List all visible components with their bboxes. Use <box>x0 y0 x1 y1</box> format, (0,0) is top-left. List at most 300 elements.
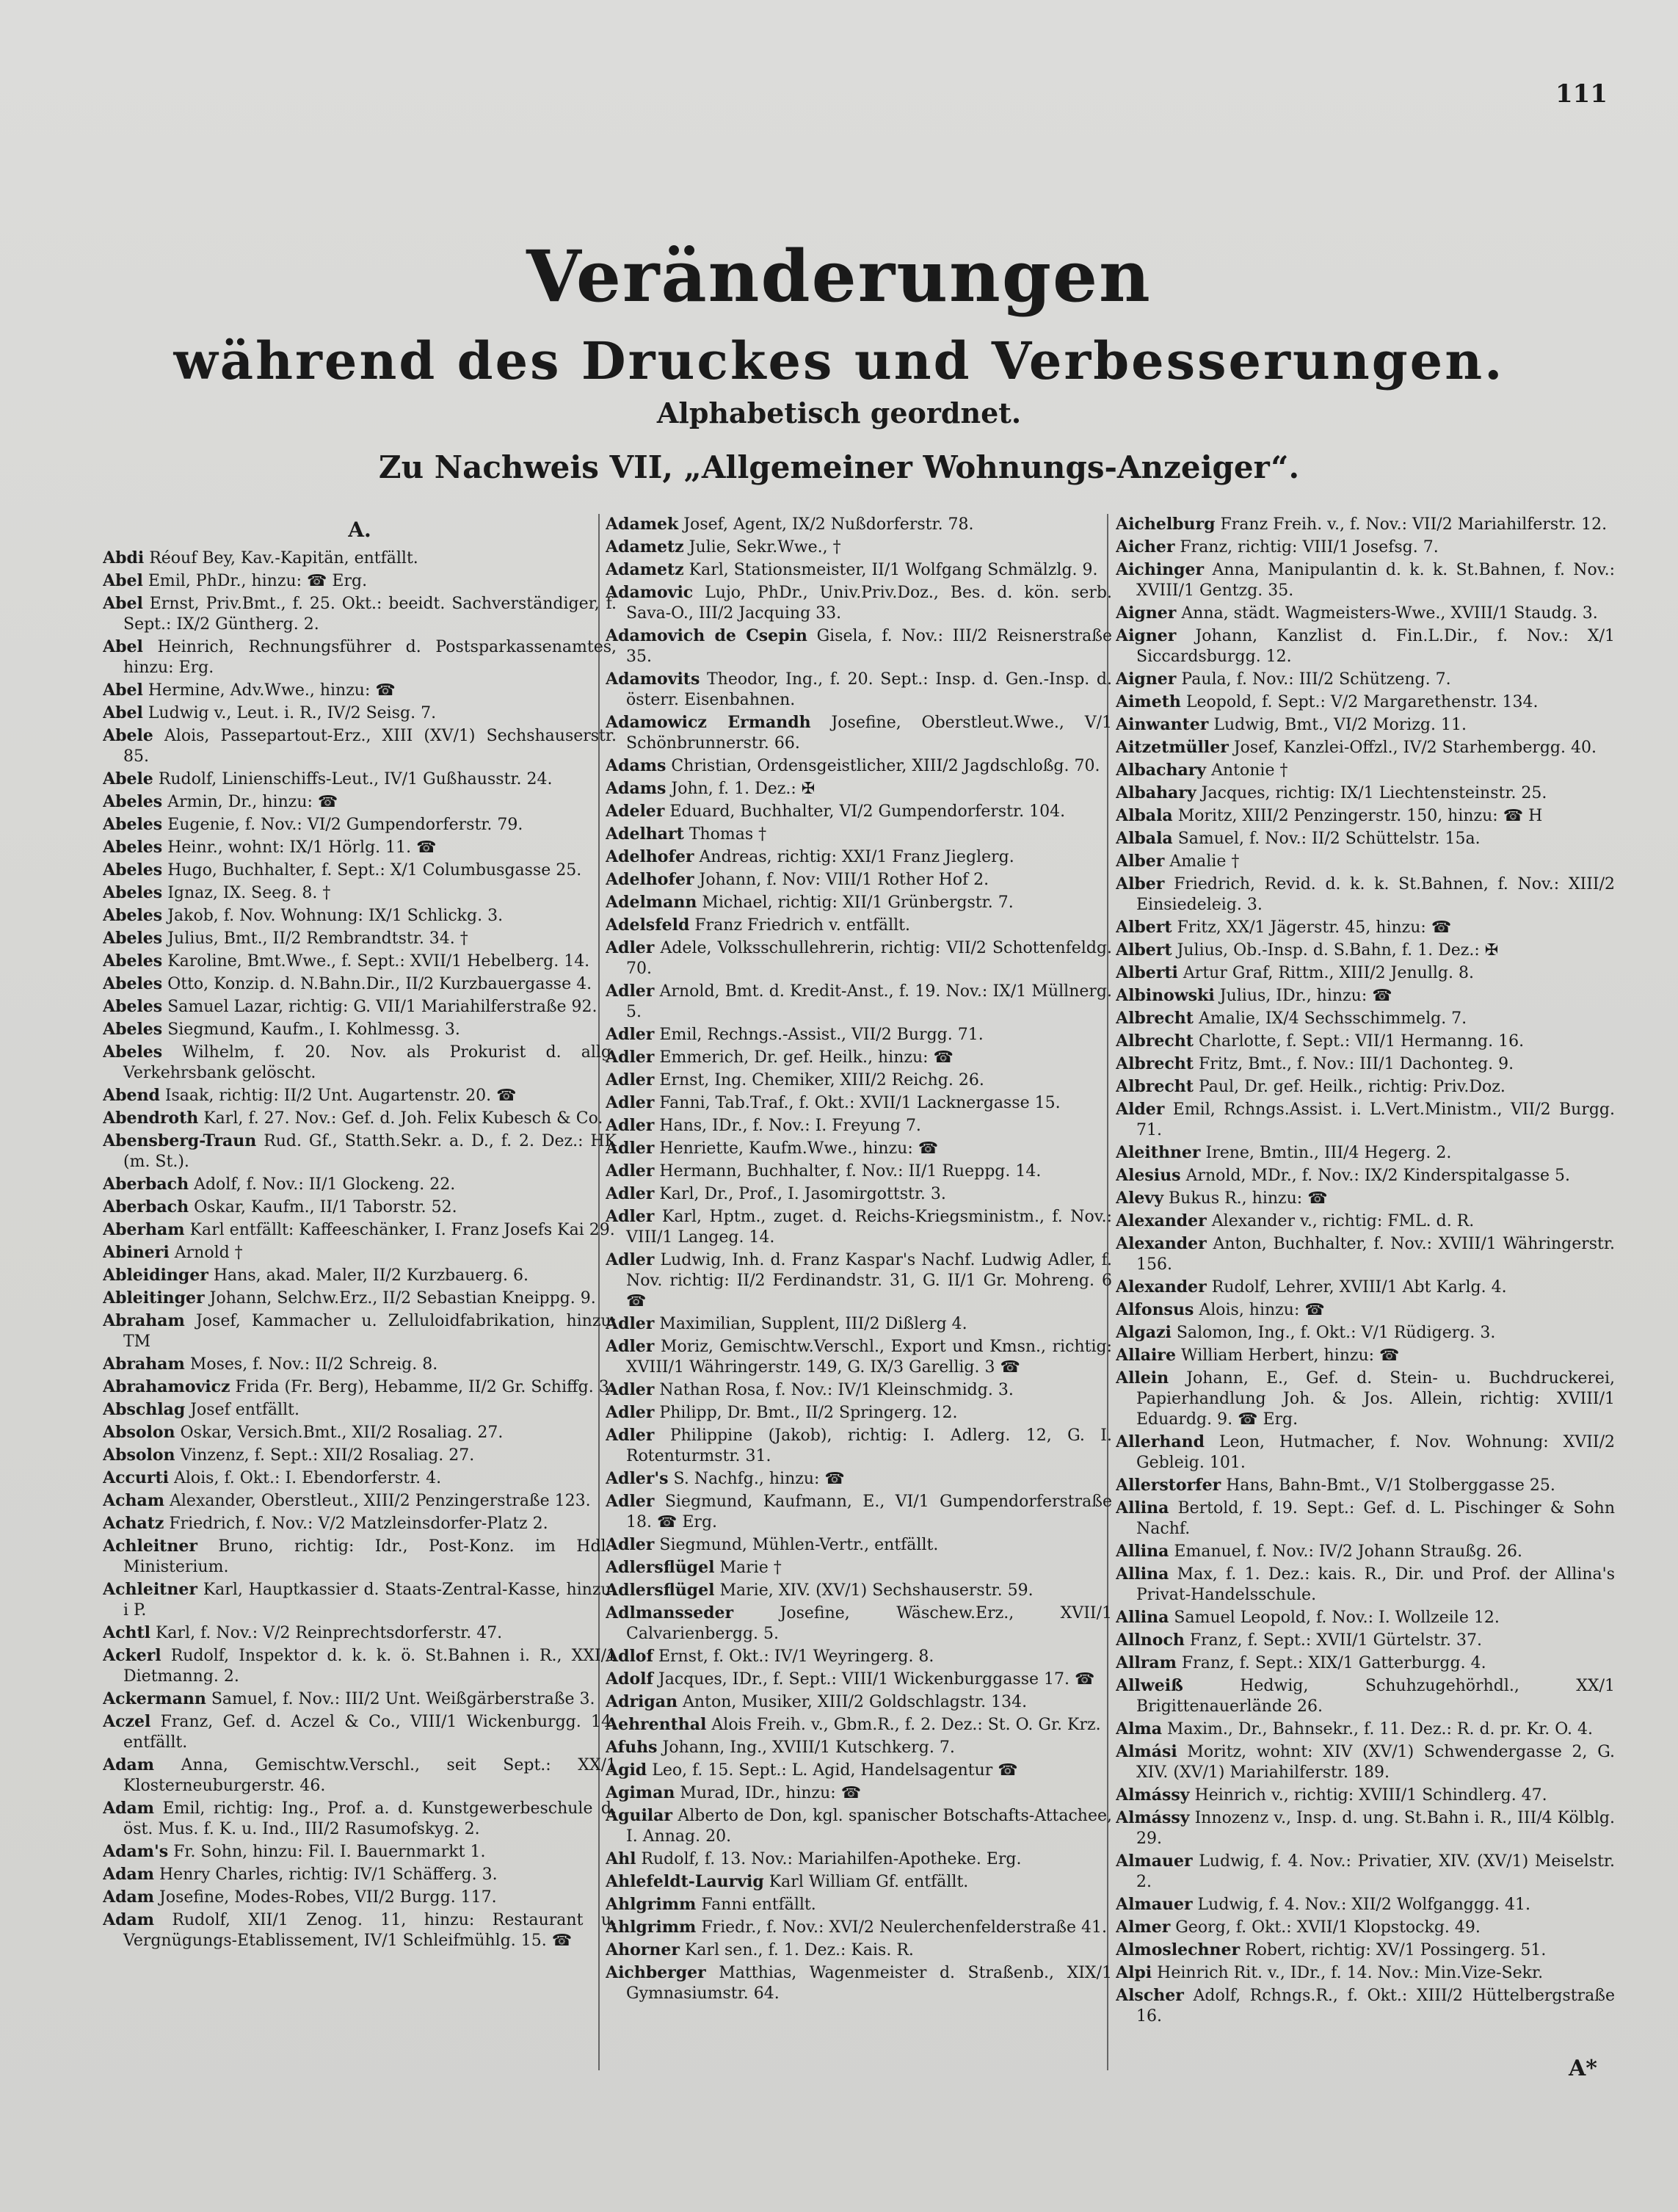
entry-surname: Alexander <box>1116 1277 1207 1297</box>
entry-details: Rud. Gf., Statth.Sekr. a. D., f. 2. Dez.: HK (m. St.). <box>123 1132 617 1171</box>
directory-entry <box>1116 962 1615 984</box>
entry-surname: Adelmann <box>606 893 697 912</box>
entry-details: Johann, E., Gef. d. Stein- u. Buchdruckerei, Papierhandlung Joh. & Jos. Allein, richtig: XVIII/1 Eduardg. 9. ☎ Erg. <box>1136 1369 1615 1429</box>
entry-surname: Almoslechner <box>1116 1940 1241 1959</box>
entry-surname: Alder <box>1116 1100 1165 1119</box>
entry-surname: Aleithner <box>1116 1143 1201 1162</box>
directory-entry <box>103 593 617 635</box>
directory-entry <box>606 1070 1112 1091</box>
directory-entry <box>1116 1475 1615 1496</box>
directory-entry <box>606 892 1112 913</box>
directory-entry <box>1116 940 1615 961</box>
entry-details: Alois Freih. v., Gbm.R., f. 2. Dez.: St. O. Gr. Krz. <box>711 1716 1101 1734</box>
entry-surname: Adam <box>103 1799 154 1818</box>
directory-entry <box>606 778 1112 799</box>
directory-entry <box>606 514 1112 535</box>
entry-details: Amalie, IX/4 Sechsschimmelg. 7. <box>1198 1009 1467 1028</box>
entry-surname: Albrecht <box>1116 1009 1194 1028</box>
entry-surname: Afuhs <box>606 1738 658 1757</box>
entry-details: Josef, Kammacher u. Zelluloidfabrikation, hinzu: TM <box>123 1312 617 1351</box>
entry-details: Anna, Gemischtw.Verschl., seit Sept.: XX/1 Klosterneuburgerstr. 46. <box>123 1756 617 1795</box>
entry-surname: Allaire <box>1116 1346 1176 1365</box>
entry-details: Murad, IDr., hinzu: ☎ <box>680 1784 862 1802</box>
entry-details: Julius, IDr., hinzu: ☎ <box>1219 987 1392 1005</box>
directory-entry <box>606 582 1112 624</box>
directory-entry <box>606 1491 1112 1533</box>
directory-entry <box>1116 1031 1615 1052</box>
entry-surname: Ahorner <box>606 1940 680 1959</box>
entry-surname: Aicher <box>1116 537 1175 556</box>
entries-column-2 <box>606 514 1112 2114</box>
entry-surname: Ableitinger <box>103 1288 205 1308</box>
directory-entry <box>606 1138 1112 1159</box>
entry-details: Anton, Musiker, XIII/2 Goldschlagstr. 134. <box>683 1693 1028 1711</box>
entry-surname: Absolon <box>103 1446 175 1465</box>
entry-surname: Adam <box>103 1865 154 1884</box>
directory-entry <box>103 1399 617 1421</box>
directory-entry <box>606 869 1112 891</box>
directory-entry <box>606 1161 1112 1182</box>
entry-surname: Albert <box>1116 918 1172 937</box>
entry-surname: Allweiß <box>1116 1676 1183 1695</box>
entry-surname: Albert <box>1116 940 1172 960</box>
directory-entry <box>1116 1368 1615 1430</box>
directory-entry <box>103 1910 617 1951</box>
entry-surname: Allina <box>1116 1564 1169 1584</box>
entry-details: Alberto de Don, kgl. spanischer Botschafts-Attachee, I. Annag. 20. <box>626 1807 1112 1846</box>
entry-details: Robert, richtig: XV/1 Possingerg. 51. <box>1245 1941 1547 1959</box>
directory-entry <box>1116 669 1615 690</box>
entry-surname: Adler <box>606 1250 655 1269</box>
directory-entry <box>606 1871 1112 1893</box>
entry-details: Irene, Bmtin., III/4 Hegerg. 2. <box>1205 1144 1452 1162</box>
entry-details: Theodor, Ing., f. 20. Sept.: Insp. d. Gen.-Insp. d. österr. Eisenbahnen. <box>626 670 1112 709</box>
entry-details: Rudolf, Inspektor d. k. k. ö. St.Bahnen i. R., XXI/1 Dietmanng. 2. <box>123 1647 617 1686</box>
entry-surname: Adametz <box>606 537 684 556</box>
directory-entry <box>606 824 1112 845</box>
directory-entry <box>1116 737 1615 758</box>
entry-details: Hans, Bahn-Bmt., V/1 Stolberggasse 25. <box>1226 1476 1555 1495</box>
entry-surname: Albrecht <box>1116 1054 1194 1073</box>
entry-details: Hermine, Adv.Wwe., hinzu: ☎ <box>148 681 396 700</box>
entry-details: Matthias, Wagenmeister d. Straßenb., XIX/1 Gymnasiumstr. 64. <box>626 1964 1112 2003</box>
entry-details: Friedrich, Revid. d. k. k. St.Bahnen, f. Nov.: XIII/2 Einsiedeleig. 3. <box>1136 875 1615 914</box>
directory-entry <box>103 548 617 569</box>
directory-entry <box>606 712 1112 754</box>
entry-surname: Agiman <box>606 1783 675 1802</box>
entry-surname: Almási <box>1116 1742 1177 1761</box>
entry-surname: Almer <box>1116 1918 1171 1937</box>
entry-surname: Allerstorfer <box>1116 1476 1221 1495</box>
directory-entry <box>606 1962 1112 2004</box>
entry-details: Oskar, Versich.Bmt., XII/2 Rosaliag. 27. <box>180 1424 504 1442</box>
directory-entry <box>1116 537 1615 558</box>
directory-entry <box>606 755 1112 777</box>
entry-details: Charlotte, f. Sept.: VII/1 Hermanng. 16. <box>1198 1032 1525 1051</box>
entry-surname: Abel <box>103 637 143 656</box>
entry-surname: Adler <box>606 1403 655 1422</box>
entry-details: Gisela, f. Nov.: III/2 Reisnerstraße 35. <box>626 627 1112 666</box>
entry-details: Wilhelm, f. 20. Nov. als Prokurist d. allg. Verkehrsbank gelöscht. <box>123 1043 617 1082</box>
entry-surname: Aitzetmüller <box>1116 738 1229 757</box>
entry-surname: Albala <box>1116 806 1173 825</box>
directory-entry <box>606 1534 1112 1556</box>
entries-column-3 <box>1116 514 1615 2114</box>
entry-details: Josefine, Oberstleut.Wwe., V/1 Schönbrunnerstr. 66. <box>626 714 1112 753</box>
directory-entry <box>103 725 617 767</box>
directory-entry <box>1116 1962 1615 1984</box>
directory-entry <box>1116 874 1615 915</box>
entry-details: Hermann, Buchhalter, f. Nov.: II/1 Rueppg. 14. <box>659 1162 1042 1181</box>
directory-entry <box>1116 1741 1615 1783</box>
directory-entry <box>1116 1076 1615 1098</box>
directory-entry <box>606 1092 1112 1114</box>
directory-entry <box>1116 1277 1615 1298</box>
directory-entry <box>606 625 1112 667</box>
entry-details: Franz, f. Sept.: XVII/1 Gürtelstr. 37. <box>1189 1631 1482 1650</box>
entry-details: Josef entfällt. <box>190 1401 299 1419</box>
entry-surname: Adler <box>606 1380 655 1399</box>
entry-details: Leopold, f. Sept.: V/2 Margarethenstr. 134. <box>1185 693 1539 711</box>
entry-surname: Aichberger <box>606 1963 706 1982</box>
entry-surname: Alfonsus <box>1116 1300 1194 1319</box>
directory-entry <box>103 814 617 835</box>
directory-entry <box>103 951 617 972</box>
entry-details: Henry Charles, richtig: IV/1 Schäfferg. 3. <box>159 1865 498 1884</box>
entry-details: Moritz, XIII/2 Penzingerstr. 150, hinzu: ☎ H <box>1177 807 1543 825</box>
entry-surname: Adler <box>606 1207 655 1226</box>
directory-entry <box>1116 1211 1615 1232</box>
entry-surname: Alevy <box>1116 1189 1163 1208</box>
directory-entry <box>1116 828 1615 849</box>
directory-entry <box>103 1242 617 1263</box>
entry-details: Josef, Agent, IX/2 Nußdorferstr. 78. <box>683 515 974 534</box>
entry-surname: Aehrenthal <box>606 1715 707 1734</box>
entry-details: Philippine (Jakob), richtig: I. Adlerg. 12, G. I. Rotenturmstr. 31. <box>626 1426 1112 1465</box>
entry-surname: Abensberg-Traun <box>103 1131 257 1150</box>
entry-details: Siegmund, Mühlen-Vertr., entfällt. <box>659 1536 939 1554</box>
entry-details: Samuel Leopold, f. Nov.: I. Wollzeile 12. <box>1174 1609 1500 1627</box>
entry-surname: Allina <box>1116 1608 1169 1627</box>
entry-surname: Adler <box>606 1025 655 1044</box>
directory-entry <box>103 680 617 701</box>
entry-surname: Adamovic <box>606 583 694 602</box>
entry-details: Samuel Lazar, richtig: G. VII/1 Mariahilferstraße 92. <box>167 998 598 1016</box>
directory-entry <box>103 570 617 592</box>
directory-entry <box>103 1219 617 1241</box>
entry-details: Ludwig, f. 4. Nov.: XII/2 Wolfganggg. 41. <box>1197 1896 1530 1914</box>
entry-details: Max, f. 1. Dez.: kais. R., Dir. und Prof. der Allina's Privat-Handelsschule. <box>1136 1565 1615 1604</box>
entry-surname: Albala <box>1116 829 1173 848</box>
entry-details: Ernst, Ing. Chemiker, XIII/2 Reichg. 26. <box>659 1071 984 1089</box>
entry-details: Emil, richtig: Ing., Prof. a. d. Kunstgewerbeschule d. öst. Mus. f. K. u. Ind., III/2 Rasumofskyg. 2. <box>123 1799 617 1838</box>
directory-entry <box>1116 714 1615 736</box>
directory-entry <box>103 1513 617 1534</box>
entry-surname: Abel <box>103 703 143 722</box>
entry-details: Bukus R., hinzu: ☎ <box>1169 1189 1328 1208</box>
entry-details: Franz, f. Sept.: XIX/1 Gatterburgg. 4. <box>1181 1654 1486 1672</box>
entry-surname: Adams <box>606 779 667 798</box>
entry-surname: Adrigan <box>606 1692 678 1711</box>
directory-entry <box>606 1805 1112 1847</box>
directory-entry <box>103 1197 617 1218</box>
directory-entry <box>1116 1233 1615 1275</box>
entry-details: Otto, Konzip. d. N.Bahn.Dir., II/2 Kurzbauergasse 4. <box>167 975 592 993</box>
directory-entry <box>103 1042 617 1084</box>
entry-surname: Adamovits <box>606 670 700 689</box>
entry-surname: Abraham <box>103 1311 185 1330</box>
entry-details: Jacques, IDr., f. Sept.: VIII/1 Wickenburggasse 17. ☎ <box>658 1670 1095 1689</box>
entry-surname: Almauer <box>1116 1852 1193 1871</box>
directory-entry <box>103 637 617 678</box>
entry-details: Hans, IDr., f. Nov.: I. Freyung 7. <box>659 1117 921 1135</box>
directory-entry <box>103 996 617 1018</box>
entry-surname: Abeles <box>103 951 163 971</box>
directory-entry <box>1116 917 1615 938</box>
entry-details: Karl entfällt: Kaffeeschänker, I. Franz Josefs Kai 29. <box>189 1221 615 1239</box>
directory-entry <box>103 973 617 995</box>
entry-surname: Ableidinger <box>103 1266 208 1285</box>
section-heading: Zu Nachweis VII, „Allgemeiner Wohnungs-Anzeiger“. <box>378 449 1300 485</box>
entry-surname: Abeles <box>103 1020 163 1039</box>
directory-entry <box>103 1864 617 1885</box>
directory-entry <box>1116 1099 1615 1141</box>
directory-entry <box>1116 1985 1615 2027</box>
directory-entry <box>103 791 617 813</box>
page-title: Veränderungen <box>526 235 1152 318</box>
entry-details: Leon, Hutmacher, f. Nov. Wohnung: XVII/2 Gebleig. 101. <box>1136 1433 1615 1472</box>
entry-details: Anna, Manipulantin d. k. k. St.Bahnen, f. Nov.: XVIII/1 Gentzg. 35. <box>1136 561 1615 600</box>
entry-details: Karl, Hptm., zuget. d. Reichs-Kriegsministm., f. Nov.: VIII/1 Langeg. 14. <box>626 1208 1112 1247</box>
directory-entry <box>606 1183 1112 1205</box>
entry-surname: Adam <box>103 1755 154 1774</box>
entry-details: Siegmund, Kaufmann, E., VI/1 Gumpendorferstraße 18. ☎ Erg. <box>626 1493 1112 1531</box>
entry-surname: Abel <box>103 681 143 700</box>
directory-entry <box>606 1468 1112 1490</box>
entry-surname: Adelsfeld <box>606 915 690 935</box>
entry-details: Maxim., Dr., Bahnsekr., f. 11. Dez.: R. d. pr. Kr. O. 4. <box>1166 1720 1593 1738</box>
entry-details: Hugo, Buchhalter, f. Sept.: X/1 Columbusgasse 25. <box>167 861 582 880</box>
ordering-note: Alphabetisch geordnet. <box>656 396 1022 429</box>
entry-details: Georg, f. Okt.: XVII/1 Klopstockg. 49. <box>1175 1918 1481 1937</box>
entry-details: Samuel, f. Nov.: III/2 Unt. Weißgärberstraße 3. <box>211 1690 595 1708</box>
entry-surname: Adelhofer <box>606 870 694 889</box>
entry-details: Lujo, PhDr., Univ.Priv.Doz., Bes. d. kön. serb. Sava-O., III/2 Jacquing 33. <box>626 584 1112 623</box>
entry-surname: Aigner <box>1116 603 1177 623</box>
entry-surname: Aberbach <box>103 1175 189 1194</box>
entry-details: Thomas † <box>689 825 767 844</box>
entry-details: Paula, f. Nov.: III/2 Schützeng. 7. <box>1181 670 1451 689</box>
entry-surname: Ackerl <box>103 1646 161 1665</box>
directory-entry <box>103 1841 617 1863</box>
directory-entry <box>103 1755 617 1796</box>
entry-surname: Abendroth <box>103 1109 199 1128</box>
entry-details: Hedwig, Schuhzugehörhdl., XX/1 Brigittenauerlände 26. <box>1136 1677 1615 1716</box>
directory-entry <box>103 1798 617 1840</box>
entry-surname: Adamowicz Ermandh <box>606 713 811 732</box>
entry-details: Johann, Ing., XVIII/1 Kutschkerg. 7. <box>662 1738 955 1757</box>
entry-surname: Ahlgrimm <box>606 1895 697 1914</box>
directory-entry <box>103 837 617 858</box>
entry-surname: Allein <box>1116 1368 1169 1388</box>
directory-entry <box>606 1402 1112 1424</box>
entry-details: Karoline, Bmt.Wwe., f. Sept.: XVII/1 Hebelberg. 14. <box>167 952 590 971</box>
entry-surname: Allram <box>1116 1653 1177 1672</box>
entry-surname: Abele <box>103 769 153 788</box>
entry-surname: Algazi <box>1116 1323 1172 1342</box>
directory-entry <box>103 1377 617 1398</box>
entry-surname: Ackermann <box>103 1689 206 1708</box>
entry-surname: Adlmansseder <box>606 1603 734 1622</box>
entry-surname: Adametz <box>606 560 684 579</box>
entry-details: Rudolf, XII/1 Zenog. 11, hinzu: Restaurant u. Vergnügungs-Etablissement, IV/1 Schleifmühlg. 15. ☎ <box>123 1911 617 1950</box>
directory-entry <box>1116 783 1615 804</box>
entry-details: Fanni, Tab.Traf., f. Okt.: XVII/1 Lacknergasse 15. <box>659 1094 1061 1112</box>
entry-surname: Adler <box>606 1535 655 1554</box>
directory-entry <box>1116 1564 1615 1606</box>
entry-surname: Almássy <box>1116 1785 1190 1805</box>
directory-entry <box>103 928 617 949</box>
entry-surname: Alberti <box>1116 963 1178 982</box>
entry-details: John, f. 1. Dez.: ✠ <box>671 780 816 798</box>
directory-entry <box>606 537 1112 558</box>
directory-entry <box>1116 1851 1615 1893</box>
entry-surname: Aimeth <box>1116 692 1181 711</box>
entry-details: Karl, f. Nov.: V/2 Reinprechtsdorferstr. 47. <box>155 1624 503 1642</box>
entry-details: Arnold † <box>174 1244 243 1262</box>
entry-details: Michael, richtig: XII/1 Grünbergstr. 7. <box>702 893 1014 912</box>
entry-details: Salomon, Ing., f. Okt.: V/1 Rüdigerg. 3. <box>1176 1324 1496 1342</box>
entry-surname: Adler <box>606 938 655 957</box>
directory-entry <box>1116 1299 1615 1321</box>
directory-entry <box>606 1894 1112 1915</box>
entry-details: Frida (Fr. Berg), Hebamme, II/2 Gr. Schiffg. 3. <box>235 1378 614 1396</box>
entry-details: Innozenz v., Insp. d. ung. St.Bahn i. R., III/4 Kölblg. 29. <box>1136 1809 1615 1848</box>
directory-entry <box>606 669 1112 711</box>
entry-details: Nathan Rosa, f. Nov.: IV/1 Kleinschmidg. 3. <box>659 1381 1014 1399</box>
directory-entry <box>606 801 1112 822</box>
entry-details: Heinrich Rit. v., IDr., f. 14. Nov.: Min.Vize-Sekr. <box>1157 1964 1544 1982</box>
directory-entry <box>1116 603 1615 624</box>
entry-surname: Abraham <box>103 1355 185 1374</box>
entry-details: Alexander, Oberstleut., XIII/2 Penzingerstraße 123. <box>170 1492 591 1510</box>
entry-surname: Adler <box>606 982 655 1001</box>
entry-details: Karl, Stationsmeister, II/1 Wolfgang Schmälzlg. 9. <box>689 561 1098 579</box>
entry-surname: Adler <box>606 1093 655 1112</box>
entry-details: Isaak, richtig: II/2 Unt. Augartenstr. 20. ☎ <box>164 1087 517 1105</box>
directory-entry <box>103 1174 617 1195</box>
entry-details: Franz, Gef. d. Aczel & Co., VIII/1 Wickenburgg. 14, entfällt. <box>123 1713 617 1752</box>
directory-entry <box>1116 805 1615 827</box>
directory-entry <box>606 1047 1112 1068</box>
entry-details: Johann, Selchw.Erz., II/2 Sebastian Kneippg. 9. <box>209 1289 596 1308</box>
entry-details: Rudolf, Linienschiffs-Leut., IV/1 Gußhausstr. 24. <box>158 770 553 788</box>
entry-details: Artur Graf, Rittm., XIII/2 Jenullg. 8. <box>1183 964 1474 982</box>
entry-surname: Abeles <box>103 929 163 948</box>
entry-surname: Abend <box>103 1086 160 1105</box>
entry-surname: Abeles <box>103 838 163 857</box>
entry-surname: Adler's <box>606 1469 669 1488</box>
directory-entry <box>606 559 1112 581</box>
directory-entry <box>1116 1630 1615 1651</box>
entry-surname: Adam <box>103 1910 154 1929</box>
entry-details: William Herbert, hinzu: ☎ <box>1180 1346 1400 1365</box>
entry-surname: Adler <box>606 1139 655 1158</box>
entry-surname: Albrecht <box>1116 1031 1194 1051</box>
entry-surname: Abeles <box>103 792 163 811</box>
entry-details: Karl sen., f. 1. Dez.: Kais. R. <box>684 1941 914 1959</box>
entry-surname: Adler <box>606 1426 655 1445</box>
entry-details: Karl, Hauptkassier d. Staats-Zentral-Kasse, hinzu: i P. <box>123 1581 617 1620</box>
entry-details: Jakob, f. Nov. Wohnung: IX/1 Schlickg. 3. <box>167 907 504 925</box>
entry-details: Anton, Buchhalter, f. Nov.: XVIII/1 Währingerstr. 156. <box>1136 1235 1615 1274</box>
entry-surname: Abeles <box>103 860 163 880</box>
directory-entry <box>103 703 617 724</box>
entry-details: Eduard, Buchhalter, VI/2 Gumpendorferstr. 104. <box>669 802 1066 821</box>
directory-entry <box>1116 1165 1615 1186</box>
entry-details: Fritz, XX/1 Jägerstr. 45, hinzu: ☎ <box>1177 918 1452 937</box>
entry-surname: Alexander <box>1116 1234 1207 1253</box>
entry-surname: Adler <box>606 1184 655 1203</box>
entry-details: Karl, Dr., Prof., I. Jasomirgottstr. 3. <box>659 1185 946 1203</box>
directory-entry <box>103 860 617 881</box>
directory-entry <box>606 1206 1112 1248</box>
directory-entry <box>103 1468 617 1489</box>
entry-surname: Allina <box>1116 1498 1169 1517</box>
entry-details: Fr. Sohn, hinzu: Fil. I. Bauernmarkt 1. <box>173 1843 486 1861</box>
entry-surname: Adams <box>606 756 667 775</box>
entry-details: Adolf, f. Nov.: II/1 Glockeng. 22. <box>194 1175 456 1194</box>
entry-details: Emmerich, Dr. gef. Heilk., hinzu: ☎ <box>659 1048 954 1067</box>
directory-entry <box>1116 760 1615 781</box>
entry-details: Ludwig v., Leut. i. R., IV/2 Seisg. 7. <box>148 704 437 722</box>
entry-surname: Abschlag <box>103 1400 186 1419</box>
directory-entry <box>1116 1541 1615 1562</box>
directory-entry <box>103 1131 617 1172</box>
entry-surname: Abeles <box>103 997 163 1016</box>
entry-surname: Accurti <box>103 1468 169 1487</box>
entry-surname: Achatz <box>103 1514 164 1533</box>
entry-surname: Adler <box>606 1314 655 1333</box>
directory-entry <box>103 1422 617 1443</box>
entry-details: Julius, Bmt., II/2 Rembrandtstr. 34. † <box>167 929 468 948</box>
entry-surname: Absolon <box>103 1423 175 1442</box>
entry-surname: Albachary <box>1116 761 1207 780</box>
entry-details: Ludwig, Bmt., VI/2 Morizg. 11. <box>1213 716 1467 734</box>
directory-entry <box>606 1646 1112 1667</box>
entry-details: Josef, Kanzlei-Offzl., IV/2 Starhembergg. 40. <box>1233 739 1597 757</box>
entry-surname: Abel <box>103 571 143 590</box>
entry-surname: Abeles <box>103 883 163 902</box>
directory-entry <box>1116 985 1615 1007</box>
directory-entry <box>1116 851 1615 872</box>
entry-surname: Aigner <box>1116 626 1177 645</box>
entry-surname: Alber <box>1116 852 1165 871</box>
entry-details: Eugenie, f. Nov.: VI/2 Gumpendorferstr. 79. <box>167 816 523 834</box>
page-number: 111 <box>1555 79 1608 109</box>
entry-details: Jacques, richtig: IX/1 Liechtensteinstr. 25. <box>1201 784 1547 802</box>
directory-entry <box>606 1425 1112 1467</box>
entry-details: Rudolf, f. 13. Nov.: Mariahilfen-Apotheke. Erg. <box>641 1850 1022 1868</box>
entry-surname: Agid <box>606 1760 647 1780</box>
entry-details: Alois, Passepartout-Erz., XIII (XV/1) Sechshauserstr. 85. <box>123 727 617 766</box>
directory-entry <box>103 1887 617 1908</box>
directory-entry <box>606 1024 1112 1045</box>
directory-entry <box>1116 1785 1615 1806</box>
entry-surname: Abrahamovicz <box>103 1377 230 1396</box>
directory-entry <box>103 1536 617 1578</box>
directory-entry <box>606 938 1112 979</box>
